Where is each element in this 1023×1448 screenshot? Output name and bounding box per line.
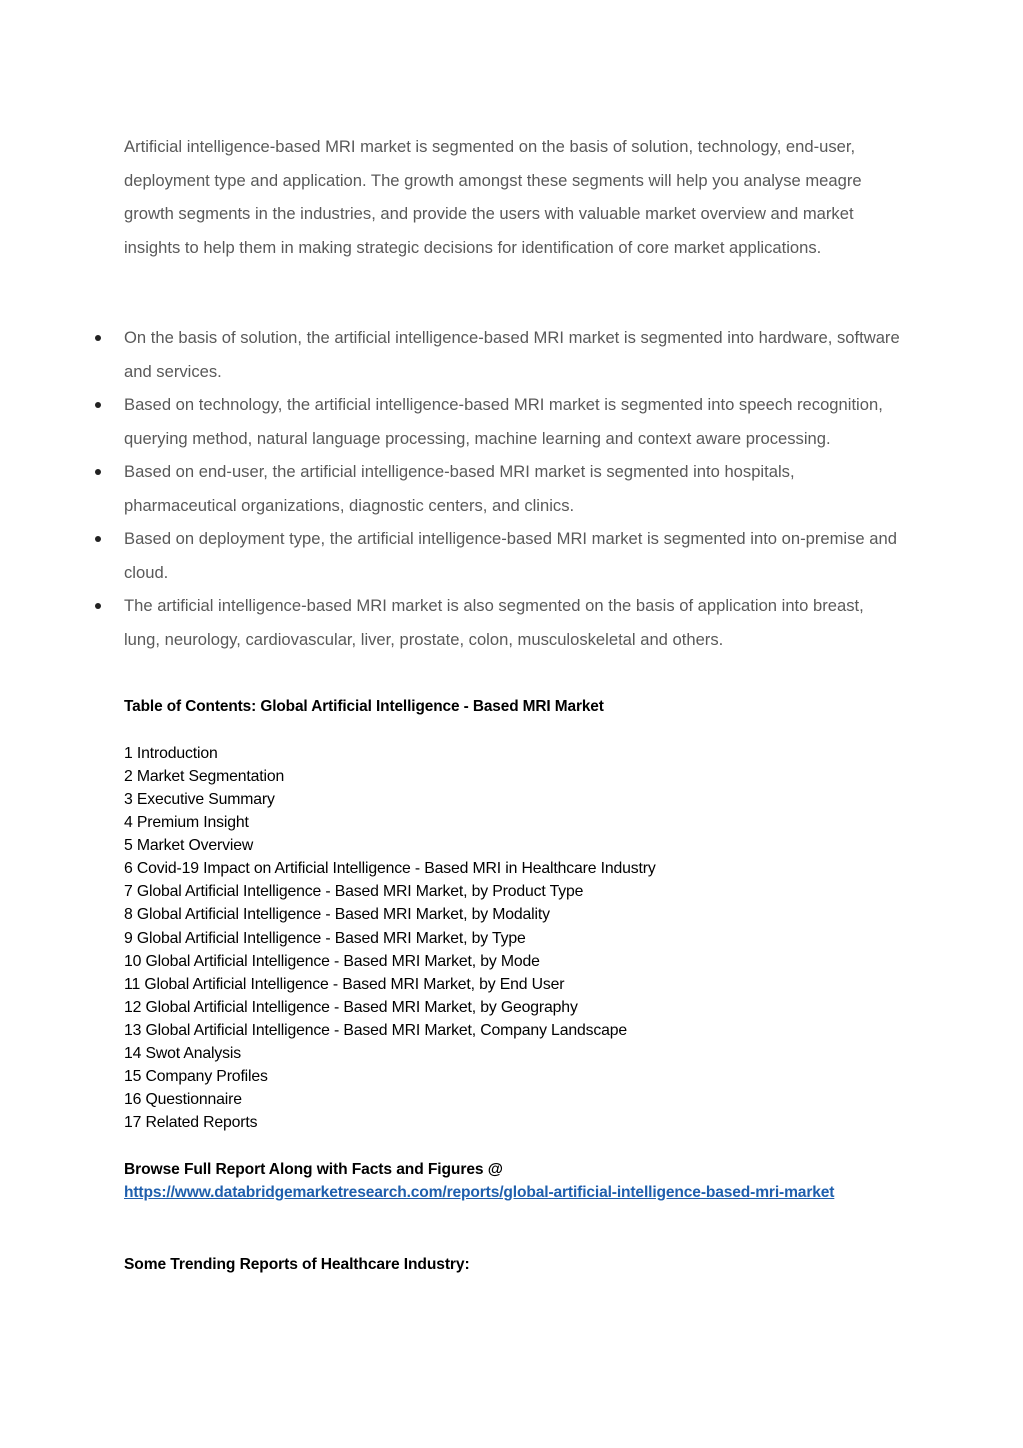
segment-bullet-item bbox=[124, 455, 902, 522]
toc-item: 10 Global Artificial Intelligence - Based MRI Market, by Mode bbox=[124, 952, 540, 970]
bullet-icon bbox=[95, 335, 101, 341]
toc-item: 17 Related Reports bbox=[124, 1114, 258, 1131]
toc-item: 8 Global Artificial Intelligence - Based MRI Market, by Modality bbox=[124, 906, 550, 924]
segment-bullet-item bbox=[124, 522, 902, 589]
toc-item: 13 Global Artificial Intelligence - Based MRI Market, Company Landscape bbox=[124, 1021, 628, 1039]
bullet-icon bbox=[95, 536, 101, 542]
bullet-icon bbox=[95, 469, 101, 475]
toc-item: 2 Market Segmentation bbox=[124, 768, 285, 786]
bullet-icon bbox=[95, 402, 101, 408]
toc-item: 4 Premium Insight bbox=[124, 814, 249, 832]
toc-heading: Table of Contents: Global Artificial Intelligence - Based MRI Market bbox=[124, 698, 604, 715]
segment-bullet-list bbox=[124, 321, 902, 656]
bullet-icon bbox=[95, 603, 101, 609]
segment-bullet-text: The artificial intelligence-based MRI market is also segmented on the basis of application into breast, lung, neurology, cardiovascular, liver, prostate, colon, musculoskeletal and others. bbox=[124, 596, 864, 649]
segment-bullet-text: Based on end-user, the artificial intelligence-based MRI market is segmented into hospitals, pharmaceutical organizations, diagnostic centers, and clinics. bbox=[124, 462, 795, 515]
toc-item: 1 Introduction bbox=[124, 745, 218, 762]
toc-item: 9 Global Artificial Intelligence - Based MRI Market, by Type bbox=[124, 929, 526, 947]
toc-item: 14 Swot Analysis bbox=[124, 1044, 242, 1062]
toc-item: 5 Market Overview bbox=[124, 837, 254, 855]
toc-item: 16 Questionnaire bbox=[124, 1090, 242, 1108]
segment-bullet-item bbox=[124, 589, 902, 656]
segment-bullet-item bbox=[124, 321, 902, 388]
toc-item: 11 Global Artificial Intelligence - Based MRI Market, by End User bbox=[124, 975, 565, 993]
toc-item: 6 Covid-19 Impact on Artificial Intelligence - Based MRI in Healthcare Industry bbox=[124, 860, 656, 878]
toc-item: 7 Global Artificial Intelligence - Based MRI Market, by Product Type bbox=[124, 883, 584, 901]
full-report-link[interactable]: https://www.databridgemarketresearch.com/reports/global-artificial-intelligence-based-mri-market bbox=[124, 1184, 835, 1201]
trending-reports-heading: Some Trending Reports of Healthcare Industry: bbox=[124, 1256, 470, 1273]
browse-report-heading: Browse Full Report Along with Facts and Figures @ bbox=[124, 1161, 503, 1178]
intro-paragraph: Artificial intelligence-based MRI market is segmented on the basis of solution, technology, end-user, deployment type and application. The growth amongst these segments will help you analyse meagre growth segments in the industries, and provide the users with valuable market overview and market insights to help them in making strategic decisions for identification of core market applications. bbox=[124, 137, 862, 257]
segment-bullet-text: On the basis of solution, the artificial intelligence-based MRI market is segmented into hardware, software and services. bbox=[124, 328, 900, 381]
segment-bullet-item bbox=[124, 388, 902, 455]
toc-list bbox=[124, 742, 656, 1134]
toc-item: 3 Executive Summary bbox=[124, 791, 275, 809]
toc-item: 12 Global Artificial Intelligence - Based MRI Market, by Geography bbox=[124, 998, 578, 1016]
toc-item: 15 Company Profiles bbox=[124, 1067, 268, 1085]
segment-bullet-text: Based on technology, the artificial intelligence-based MRI market is segmented into speech recognition, querying method, natural language processing, machine learning and context aware processing. bbox=[124, 395, 883, 448]
segment-bullet-text: Based on deployment type, the artificial intelligence-based MRI market is segmented into on-premise and cloud. bbox=[124, 529, 897, 582]
